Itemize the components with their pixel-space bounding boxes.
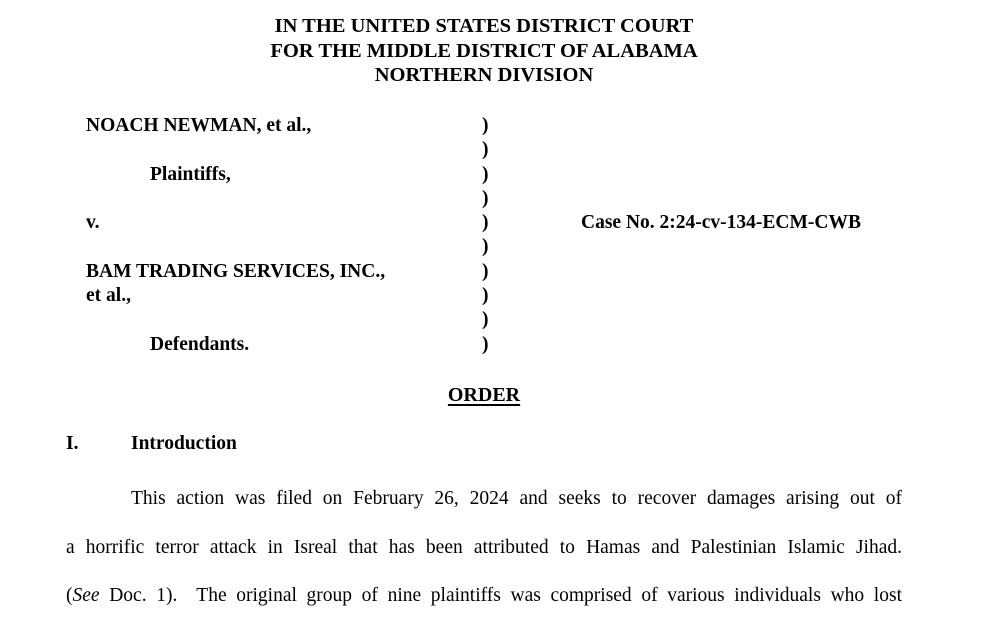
defendant-name-line-1: BAM TRADING SERVICES, INC., [86, 260, 386, 282]
plaintiff-role: Plaintiffs, [150, 163, 231, 185]
caption-paren: ) [482, 115, 489, 136]
caption-paren: ) [482, 163, 489, 185]
caption-paren: ) [482, 139, 489, 161]
case-caption-parties [86, 114, 385, 357]
caption-paren: ) [482, 260, 489, 282]
body-line-1 [66, 475, 902, 524]
body-line-2 [66, 524, 902, 573]
paren-open: ( [66, 585, 73, 606]
spacer [86, 138, 385, 162]
citation-rest: Doc. 1). The original group of nine plaintiffs was comprised of various individuals who lost [99, 585, 902, 606]
body-line-1-text: This action was filed on February 26, 2024 and seeks to recover damages arising out of [131, 488, 902, 509]
caption-paren: ) [482, 309, 489, 331]
spacer [86, 235, 385, 259]
caption-paren: ) [482, 333, 489, 355]
plaintiff-name: NOACH NEWMAN, et al., [86, 115, 312, 136]
court-header [0, 14, 968, 88]
court-header-line-3: NORTHERN DIVISION [374, 64, 594, 86]
order-title: ORDER [447, 384, 521, 406]
case-number: Case No. 2:24-cv-134-ECM-CWB [581, 212, 861, 233]
caption-paren: ) [482, 212, 489, 234]
body-line-2-text: a horrific terror attack in Isreal that has been attributed to Hamas and Palestinian Islamic Jihad. [66, 536, 902, 558]
defendant-role: Defendants. [150, 333, 250, 355]
caption-paren: ) [482, 187, 489, 209]
section-title: Introduction [131, 433, 237, 454]
caption-parenthesis-column [482, 114, 489, 357]
caption-paren: ) [482, 236, 489, 258]
body-paragraph [66, 475, 902, 621]
spacer [86, 308, 385, 332]
versus-label: v. [86, 212, 100, 234]
see-citation-signal: See [72, 585, 100, 606]
spacer [86, 187, 385, 211]
caption-paren: ) [482, 285, 489, 307]
body-line-3-text [66, 572, 902, 621]
defendant-name-line-2: et al., [86, 285, 131, 307]
court-header-line-2: FOR THE MIDDLE DISTRICT OF ALABAMA [270, 39, 698, 62]
section-heading [66, 432, 237, 456]
court-header-line-1: IN THE UNITED STATES DISTRICT COURT [274, 15, 694, 37]
body-line-3 [66, 572, 902, 621]
section-number: I. [66, 433, 79, 454]
